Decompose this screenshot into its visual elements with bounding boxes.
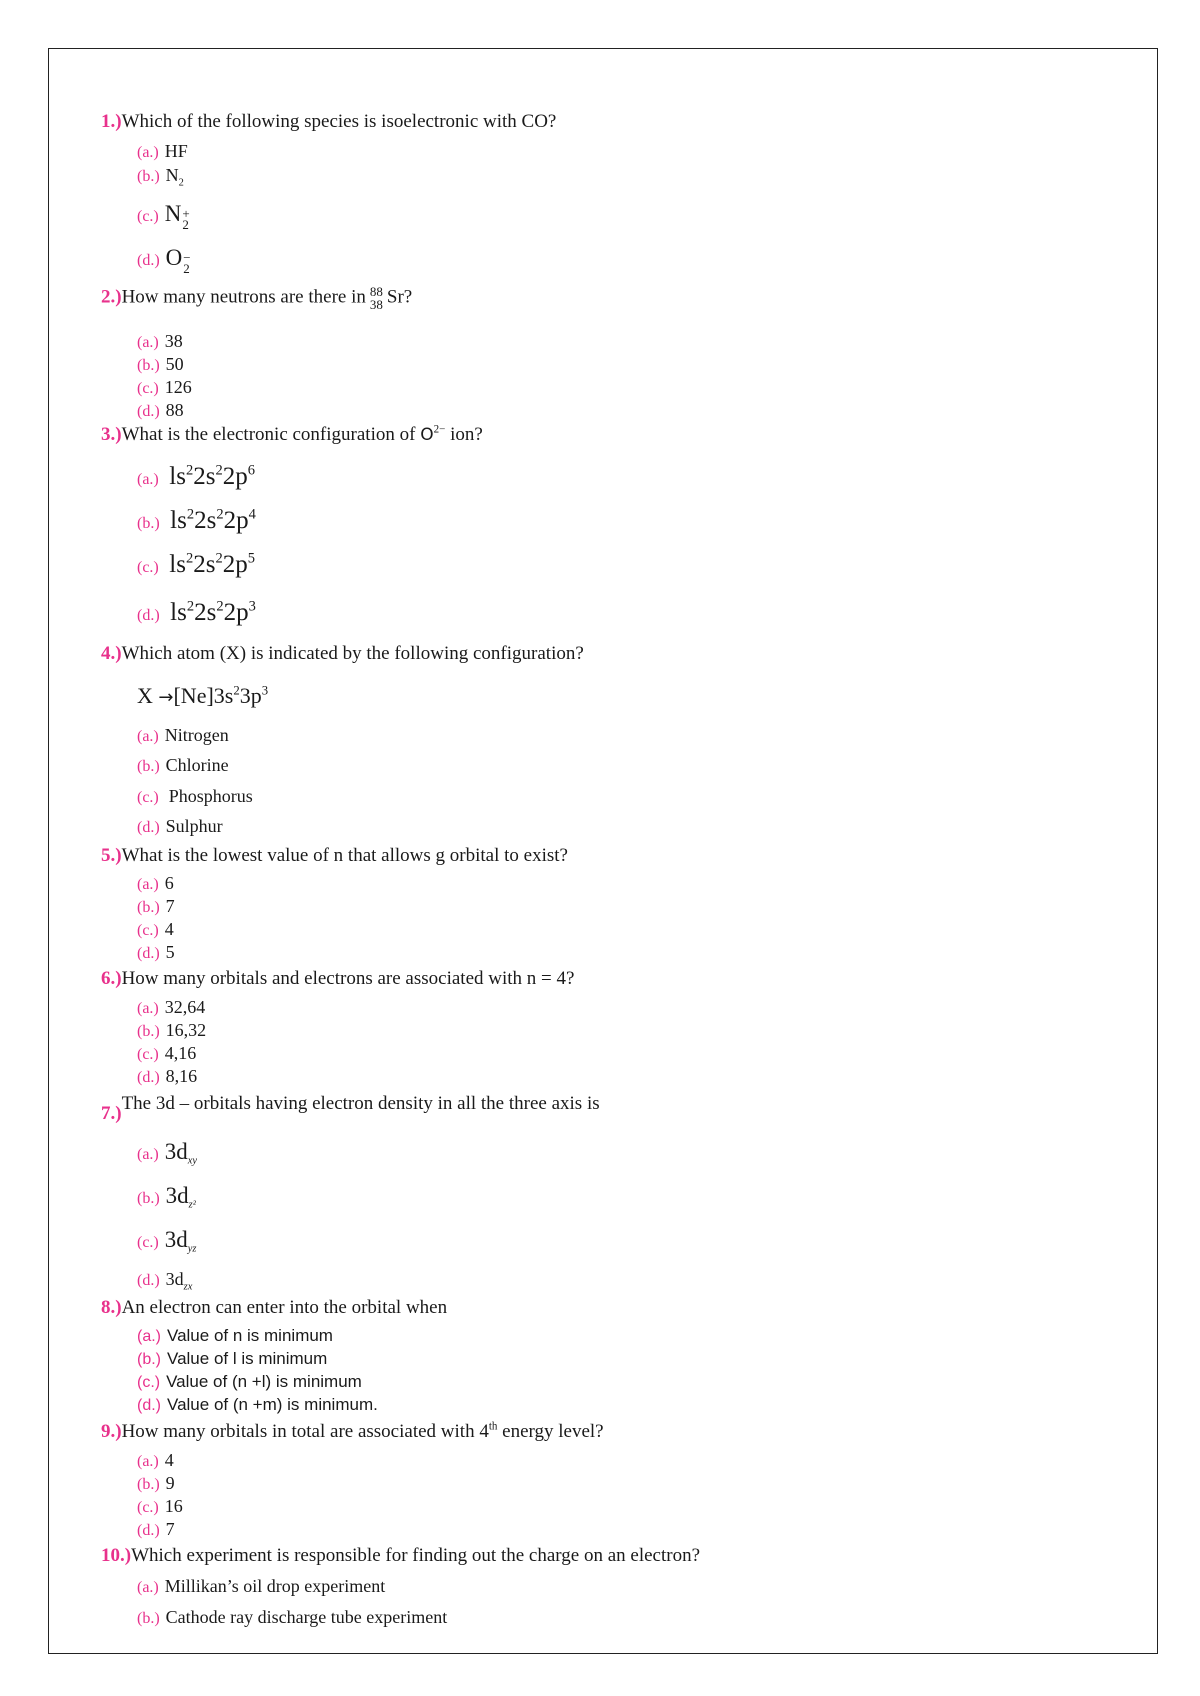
question-text: Which of the following species is isoelectronic with CO? [121,111,557,132]
option-text: Value of l is minimum [167,1349,328,1368]
question-10 [101,1545,700,1567]
option-text: HF [164,141,188,161]
option-text: 50 [165,354,184,374]
option-label: (a.) [137,1146,159,1163]
option-label: (b.) [137,357,160,374]
option-1c[interactable] [137,201,190,230]
option-subscript: zx [183,1281,193,1293]
question-number: 5.) [101,845,122,866]
option-9d[interactable] [137,1519,175,1540]
option-label: (c.) [137,208,159,225]
option-7a[interactable] [137,1139,197,1165]
option-4a[interactable] [137,725,229,746]
option-1b[interactable] [137,165,184,189]
option-text: 16 [164,1496,183,1516]
option-text: Millikan’s oil drop experiment [164,1576,386,1596]
question-text-end: ion? [450,424,483,445]
option-text: Phosphorus [168,786,253,806]
option-7d[interactable] [137,1269,193,1293]
option-text: 88 [165,400,184,420]
question-1 [101,111,556,133]
option-text: 5 [165,942,175,962]
option-label: (a.) [137,334,159,351]
option-label: (b.) [137,1190,160,1207]
option-text: 4 [164,1450,174,1470]
question-text: Which atom (X) is indicated by the following configuration? [121,643,584,664]
option-superscript: + [182,205,190,221]
option-6c[interactable] [137,1043,196,1064]
option-6d[interactable] [137,1066,197,1087]
option-2b[interactable] [137,354,184,375]
option-label: (a.) [137,1453,159,1470]
option-8b[interactable] [137,1349,327,1369]
option-10b[interactable] [137,1607,447,1628]
option-9b[interactable] [137,1473,175,1494]
option-label: (b.) [137,168,160,185]
option-subscript: 2 [178,177,184,189]
ion-symbol: O [420,425,434,445]
question-5 [101,845,568,867]
option-2a[interactable] [137,331,183,352]
question-6 [101,968,574,990]
atomic-number: 38 [369,297,383,312]
option-formula: $ls^22s^22p^3$ [170,598,256,626]
option-text: 4 [164,919,174,939]
option-label: (d.) [137,1397,161,1414]
option-label: (b.) [137,1476,160,1493]
option-2d[interactable] [137,400,184,421]
question-text: How many neutrons are there in [121,286,366,308]
question-text-end: energy level? [497,1421,604,1442]
option-label: (c.) [137,789,159,806]
question-number: 2.) [101,286,122,308]
option-10a[interactable] [137,1576,385,1597]
option-text: Cathode ray discharge tube experiment [165,1607,448,1627]
option-4d[interactable] [137,816,223,837]
option-2c[interactable] [137,377,192,398]
option-subscript: yz [187,1243,197,1255]
option-label: (c.) [137,1499,159,1516]
option-label: (c.) [137,1046,159,1063]
option-text: 4,16 [164,1043,197,1063]
option-9c[interactable] [137,1496,183,1517]
option-text: Value of n is minimum [167,1326,333,1345]
option-6b[interactable] [137,1020,206,1041]
question-number: 4.) [101,643,122,664]
question-9 [101,1421,604,1443]
option-label: (c.) [137,1374,161,1391]
option-3a[interactable] [137,463,255,491]
isotope-notation [370,285,383,311]
option-5a[interactable] [137,873,174,894]
option-text: 8,16 [165,1066,198,1086]
question-number: 7.) [101,1103,122,1124]
option-text: 3d [165,1269,184,1289]
question-text: Which experiment is responsible for finding out the charge on an electron? [131,1545,701,1566]
option-superscript: − [183,249,191,265]
option-label: (b.) [137,1023,160,1040]
option-label: (a.) [137,144,159,161]
option-label: (d.) [137,1522,160,1539]
option-text: 126 [164,377,192,397]
option-9a[interactable] [137,1450,174,1471]
option-label: (c.) [137,380,159,397]
question-text: The 3d – orbitals having electron density in all the three axis is [121,1093,600,1114]
option-label: (b.) [137,758,160,775]
mass-number: 88 [369,284,383,299]
question-8 [101,1297,447,1319]
option-label: (c.) [137,1234,159,1251]
option-5b[interactable] [137,896,175,917]
question-number: 8.) [101,1297,122,1318]
option-text: 16,32 [165,1020,207,1040]
charge-stack [183,249,191,276]
option-7c[interactable] [137,1227,196,1253]
option-label: (a.) [137,1000,159,1017]
option-label: (b.) [137,1610,160,1627]
option-3d[interactable] [137,599,256,627]
option-subscript: 2 [182,217,189,232]
ion-charge: 2− [433,423,446,436]
option-text: 6 [164,873,174,893]
question-number: 1.) [101,111,122,132]
question-3 [101,424,483,446]
option-text: Value of (n +m) is minimum. [167,1395,378,1414]
option-formula: $ls^22s^22p^6$ [169,462,255,490]
option-3b[interactable] [137,507,256,535]
option-text: Chlorine [165,755,229,775]
option-text: 32,64 [164,997,206,1017]
question-7 [101,1093,600,1124]
option-8c[interactable] [137,1372,362,1392]
option-text: O [165,245,183,270]
option-subscript: z² [188,1199,196,1211]
option-subscript: 2 [183,261,190,276]
option-text: 38 [164,331,183,351]
option-text: 3d [164,1139,188,1164]
configuration-formula: $X \to[Ne]3s^23p^3$ [137,683,269,708]
option-1d[interactable] [137,245,191,274]
question-sheet [48,48,1158,1654]
option-label: (d.) [137,607,160,624]
option-7b[interactable] [137,1183,196,1209]
option-text: 7 [165,896,175,916]
option-8d[interactable] [137,1395,378,1415]
option-label: (a.) [137,876,159,893]
option-label: (c.) [137,559,159,576]
option-label: (b.) [137,515,160,532]
option-label: (a.) [137,728,159,745]
option-label: (a.) [137,1579,159,1596]
charge-stack [182,205,190,232]
option-formula: $ls^22s^22p^5$ [169,550,255,578]
question-number: 3.) [101,424,122,445]
option-8a[interactable] [137,1326,333,1346]
question-number: 9.) [101,1421,122,1442]
ordinal-suffix: th [488,1420,498,1433]
option-text: Nitrogen [164,725,229,745]
option-4c[interactable] [137,786,253,807]
option-label: (d.) [137,819,160,836]
option-subscript: xy [187,1155,198,1167]
option-6a[interactable] [137,997,205,1018]
option-label: (d.) [137,252,160,269]
option-3c[interactable] [137,551,255,579]
option-label: (c.) [137,922,159,939]
question-text: How many orbitals and electrons are associated with n = 4? [121,968,575,989]
question-2 [101,285,412,311]
option-label: (d.) [137,403,160,420]
question-4 [101,643,584,665]
option-1a[interactable] [137,141,188,162]
option-text: Value of (n +l) is minimum [166,1372,362,1391]
question-text: An electron can enter into the orbital when [121,1297,448,1318]
option-label: (d.) [137,1069,160,1086]
option-5c[interactable] [137,919,174,940]
option-label: (a.) [137,1328,161,1345]
option-label: (b.) [137,1351,161,1368]
option-text: 7 [165,1519,175,1539]
arrow-icon: → [158,687,174,708]
question-text: What is the electronic configuration of [121,424,416,445]
option-text: 3d [164,1227,188,1252]
question-text-end: Sr? [386,286,413,308]
option-label: (d.) [137,945,160,962]
question-number: 10.) [101,1545,132,1566]
option-text: N [164,201,182,226]
option-label: (d.) [137,1272,160,1289]
option-5d[interactable] [137,942,175,963]
option-4b[interactable] [137,755,229,776]
option-text: Sulphur [165,816,223,836]
option-text: N [165,165,179,185]
question-text: How many orbitals in total are associated with 4 [121,1421,489,1442]
option-label: (b.) [137,899,160,916]
option-label: (a.) [137,471,159,488]
option-text: 9 [165,1473,175,1493]
question-number: 6.) [101,968,122,989]
question-text: What is the lowest value of n that allows g orbital to exist? [121,845,568,866]
option-formula: $ls^22s^22p^4$ [170,506,256,534]
option-text: 3d [165,1183,189,1208]
